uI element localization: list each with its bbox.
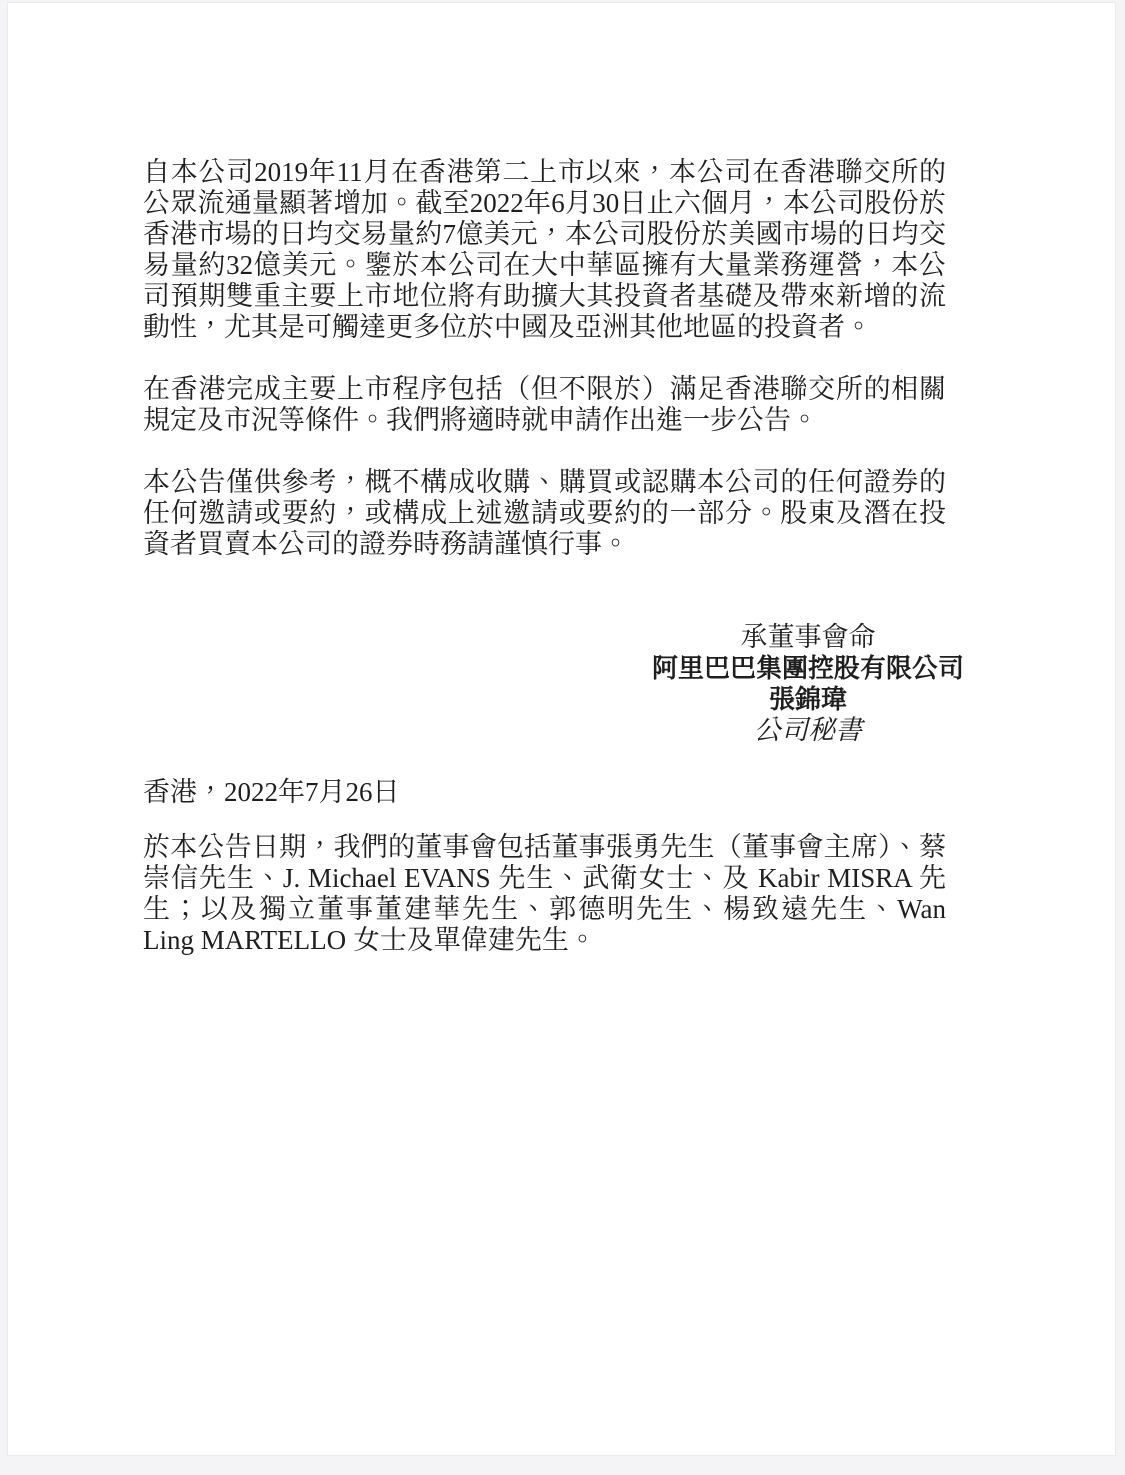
dateline: 香港，2022年7月26日 xyxy=(143,777,400,807)
company-secretary-name: 張錦瑋 xyxy=(768,685,847,714)
body-paragraph-listing-conditions: 在香港完成主要上市程序包括（但不限於）滿足香港聯交所的相關規定及市況等條件。我們將適時就申請作出進一步公告。 xyxy=(143,374,946,435)
page-content xyxy=(8,3,1115,956)
body-paragraph-listing-background: 自本公司2019年11月在香港第二上市以來，本公司在香港聯交所的公眾流通量顯著增加。截至2022年6月30日止六個月，本公司股份於香港市場的日均交易量約7億美元，本公司股份於美國市場的日均交易量約32億美元。鑒於本公司在大中華區擁有大量業務運營，本公司預期雙重主要上市地位將有助擴大其投資者基礎及帶來新增的流動性，尤其是可觸達更多位於中國及亞洲其他地區的投資者。 xyxy=(143,157,946,342)
company-secretary-title: 公司秘書 xyxy=(753,715,862,745)
signature-block xyxy=(652,622,964,746)
company-name: 阿里巴巴集團控股有限公司 xyxy=(651,654,964,683)
board-composition-paragraph: 於本公告日期，我們的董事會包括董事張勇先生（董事會主席）、蔡崇信先生、J. Michael EVANS 先生、武衛女士、及 Kabir MISRA 先生；以及獨立董事董建華先生、郭德明先生、楊致遠先生、Wan Ling MARTELLO 女士及單偉建先生。 xyxy=(143,832,946,955)
body-paragraph-disclaimer: 本公告僅供參考，概不構成收購、購買或認購本公司的任何證券的任何邀請或要約，或構成上述邀請或要約的一部分。股東及潛在投資者買賣本公司的證券時務請謹慎行事。 xyxy=(143,467,946,559)
announcement-page xyxy=(8,3,1115,1455)
by-order-of-board-line: 承董事會命 xyxy=(740,622,876,652)
